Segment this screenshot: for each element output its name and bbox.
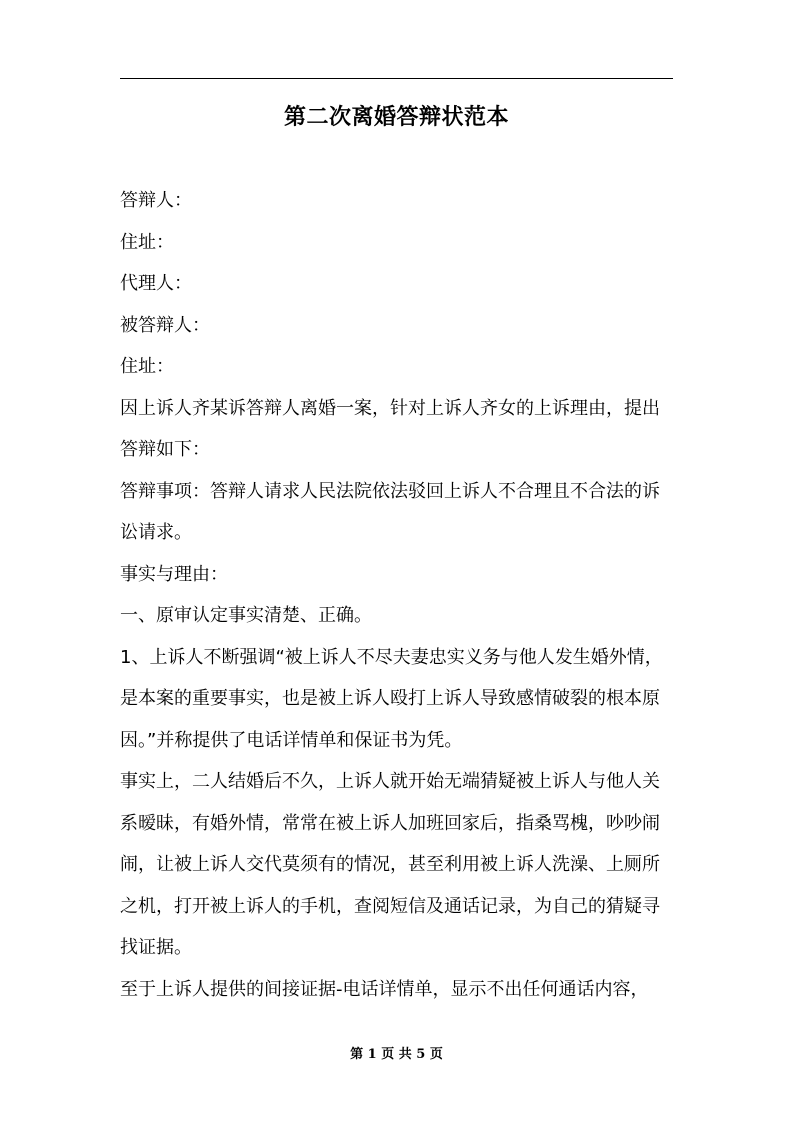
document-body bbox=[120, 180, 675, 1010]
paragraph-address: 住址： bbox=[120, 231, 174, 253]
header-rule bbox=[120, 78, 673, 79]
paragraph-facts-heading: 事实与理由： bbox=[120, 563, 228, 585]
paragraph-intro: 因上诉人齐某诉答辩人离婚一案，针对上诉人齐女的上诉理由，提出答辩如下： bbox=[120, 397, 660, 460]
paragraph-respondent: 答辩人： bbox=[120, 190, 192, 211]
paragraph-point-one: 1、上诉人不断强调“被上诉人不尽夫妻忠实义务与他人发生婚外情，是本案的重要事实，也是被上诉人殴打上诉人导致感情破裂的根本原因。”并称提供了电话详情单和保证书为凭。 bbox=[120, 646, 663, 751]
paragraph-appellee: 被答辩人： bbox=[120, 314, 210, 336]
page-footer: 第 1 页 共 5 页 bbox=[350, 1047, 443, 1062]
document-title: 第二次离婚答辩状范本 bbox=[283, 105, 509, 130]
paragraph-evidence: 至于上诉人提供的间接证据-电话详情单，显示不出任何通话内容， bbox=[120, 978, 649, 1000]
paragraph-agent: 代理人： bbox=[120, 273, 192, 294]
paragraph-address-2: 住址： bbox=[120, 356, 174, 377]
paragraph-defense-items: 答辩事项：答辩人请求人民法院依法驳回上诉人不合理且不合法的诉讼请求。 bbox=[120, 480, 660, 543]
paragraph-facts: 事实上，二人结婚后不久，上诉人就开始无端猜疑被上诉人与他人关系暧昧，有婚外情，常常在被上诉人加班回家后，指桑骂槐，吵吵闹闹，让被上诉人交代莫须有的情况，甚至利用被上诉人洗澡、上厕所之机，打开被上诉人的手机，查阅短信及通话记录，为自己的猜疑寻找证据。 bbox=[120, 771, 660, 958]
paragraph-section-one: 一、原审认定事实清楚、正确。 bbox=[120, 605, 372, 626]
